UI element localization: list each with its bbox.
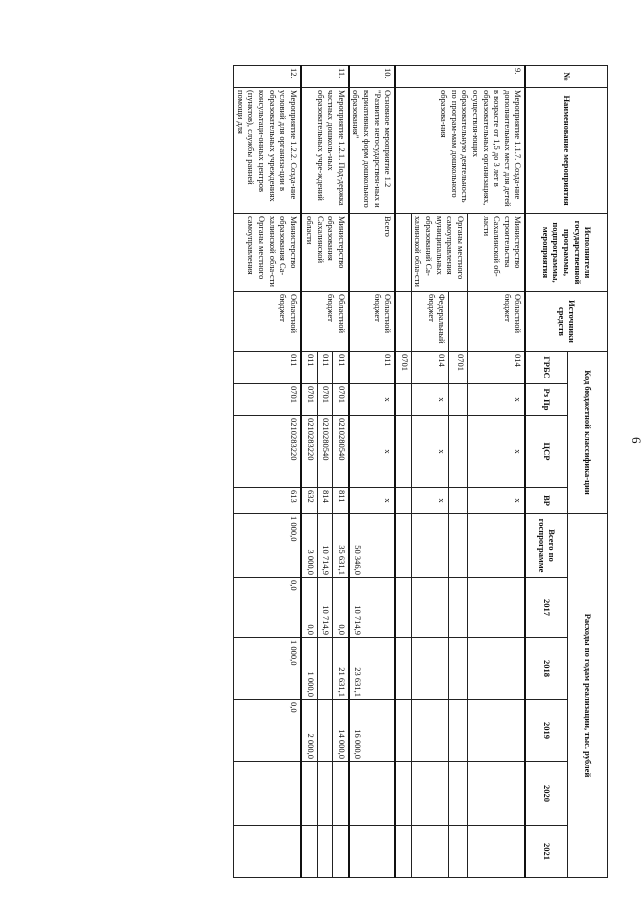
row9-rzpr-2: x [411,384,448,416]
row9-executor-2: Органы местного самоуправления муниципальных образований Са-халинской обла-сти [411,214,467,292]
row11-source: Областной бюджет [301,292,349,352]
row9-csr-1: x [468,416,526,488]
header-2020: 2020 [526,762,568,826]
header-rzpr: Рз Пр [526,384,568,416]
row9-num: 9. [395,66,525,88]
row12-source: Областной бюджет [234,292,301,352]
row12-total: 1 000,0 [234,514,301,578]
row9-grbs-4: 0701 [395,352,411,384]
table-row [468,66,526,878]
row10-executor: Всего [349,214,396,292]
header-2019: 2019 [526,700,568,762]
row10-grbs: 011 [349,352,396,384]
header-2017: 2017 [526,578,568,638]
row12-grbs: 011 [234,352,301,384]
row11-2017-3: 0,0 [301,578,317,638]
row12-name: Мероприятие 1.2.2. Созда-ние условий для организа-ции в образовательных учреждениях консультаци-онных центров (пунктов), службы ранней помощи для [234,88,301,214]
row10-2017: 10 714,9 [349,578,396,638]
row12-num: 12. [234,66,301,88]
row9-rzpr-1: x [468,384,526,416]
row10-csr: x [349,416,396,488]
row9-source-1: Областной бюджет [468,292,526,352]
row10-name: Основное мероприятие 1.2 "Развитие негосударствен-ных и вариативных форм дошкольного образования" [349,88,396,214]
row9-csr-2: x [411,416,448,488]
header-num: № [526,66,608,88]
row12-2019: 0,0 [234,700,301,762]
table-row [333,66,349,878]
row9-grbs-2: 0701 [449,352,468,384]
row10-vr: x [349,488,396,514]
row12-rzpr: 0701 [234,384,301,416]
row9-grbs-1: 014 [468,352,526,384]
row11-num: 11. [301,66,349,88]
row10-2019: 16 000,0 [349,700,396,762]
row9-vr-2: x [411,488,448,514]
header-expenses: Расходы по годам реализации, тыс. рублей [568,514,608,878]
row10-num: 10. [349,66,396,88]
row11-rzpr-1: 0701 [333,384,349,416]
row11-2018-2 [317,638,333,700]
row11-total-2: 10 714,9 [317,514,333,578]
header-vr: ВР [526,488,568,514]
row11-name: Мероприятие 1.2.1. Под-держка частных дошколь-ных образовательных учре-ждений [301,88,349,214]
row11-vr-2: 814 [317,488,333,514]
row11-executor: Министерство образования Сахалинской области [301,214,349,292]
row12-2018: 1 000,0 [234,638,301,700]
row12-csr: 0210283220 [234,416,301,488]
header-grbs: ГРБС [526,352,568,384]
row11-csr-1: 0210280540 [333,416,349,488]
header-sources: Источники средств [526,292,608,352]
row11-2018-1: 21 631,1 [333,638,349,700]
row10-rzpr: x [349,384,396,416]
row11-2017-1: 0,0 [333,578,349,638]
budget-table [233,65,608,878]
row11-2018-3: 1 000,0 [301,638,317,700]
row11-2019-3: 2 000,0 [301,700,317,762]
header-executors: Исполнители государственной программы, подпрограммы, мероприятия [526,214,608,292]
row9-name: Мероприятие 1.1.7. Созда-ние дополнительных мест для детей в возрасте от 1,5 до 3 лет в образовательных организациях, осуществля-ющих образовательную деятельность по програм-мам дошкольного образова-ния [395,88,525,214]
row9-executor-1: Министерство строительства Сахалинской об-ласти [468,214,526,292]
row11-grbs-3: 011 [301,352,317,384]
row11-total-1: 35 631,1 [333,514,349,578]
row9-grbs-3: 014 [411,352,448,384]
row9-source-2: Федеральный бюджет [411,292,448,352]
row11-rzpr-3: 0701 [301,384,317,416]
row11-2019-2 [317,700,333,762]
row10-source: Областной бюджет [349,292,396,352]
table-row [234,66,301,878]
row10-total: 50 346,0 [349,514,396,578]
row11-2017-2: 10 714,9 [317,578,333,638]
row9-vr-1: x [468,488,526,514]
header-2018: 2018 [526,638,568,700]
table-row [349,66,396,878]
header-name: Наименование мероприятия [526,88,608,214]
row11-total-3: 3 000,0 [301,514,317,578]
row11-grbs-2: 011 [317,352,333,384]
row11-2019-1: 14 000,0 [333,700,349,762]
row10-2018: 23 631,1 [349,638,396,700]
row11-vr-3: 632 [301,488,317,514]
header-total: Всего по госпрограмме [526,514,568,578]
page-number: 6 [629,437,644,444]
row11-csr-2: 0210280540 [317,416,333,488]
row11-rzpr-2: 0701 [317,384,333,416]
row12-executor-2: Органы местного самоуправления [246,216,268,280]
row11-vr-1: 811 [333,488,349,514]
header-budget-code: Код бюджетной классифика-ции [568,352,608,514]
row12-2017: 0,0 [234,578,301,638]
row12-executor-1: Министерство образования Са-халинской обла-сти [267,216,299,287]
header-2021: 2021 [526,826,568,878]
row11-csr-3: 0210283220 [301,416,317,488]
row12-vr: 613 [234,488,301,514]
row11-grbs-1: 011 [333,352,349,384]
header-csr: ЦСР [526,416,568,488]
